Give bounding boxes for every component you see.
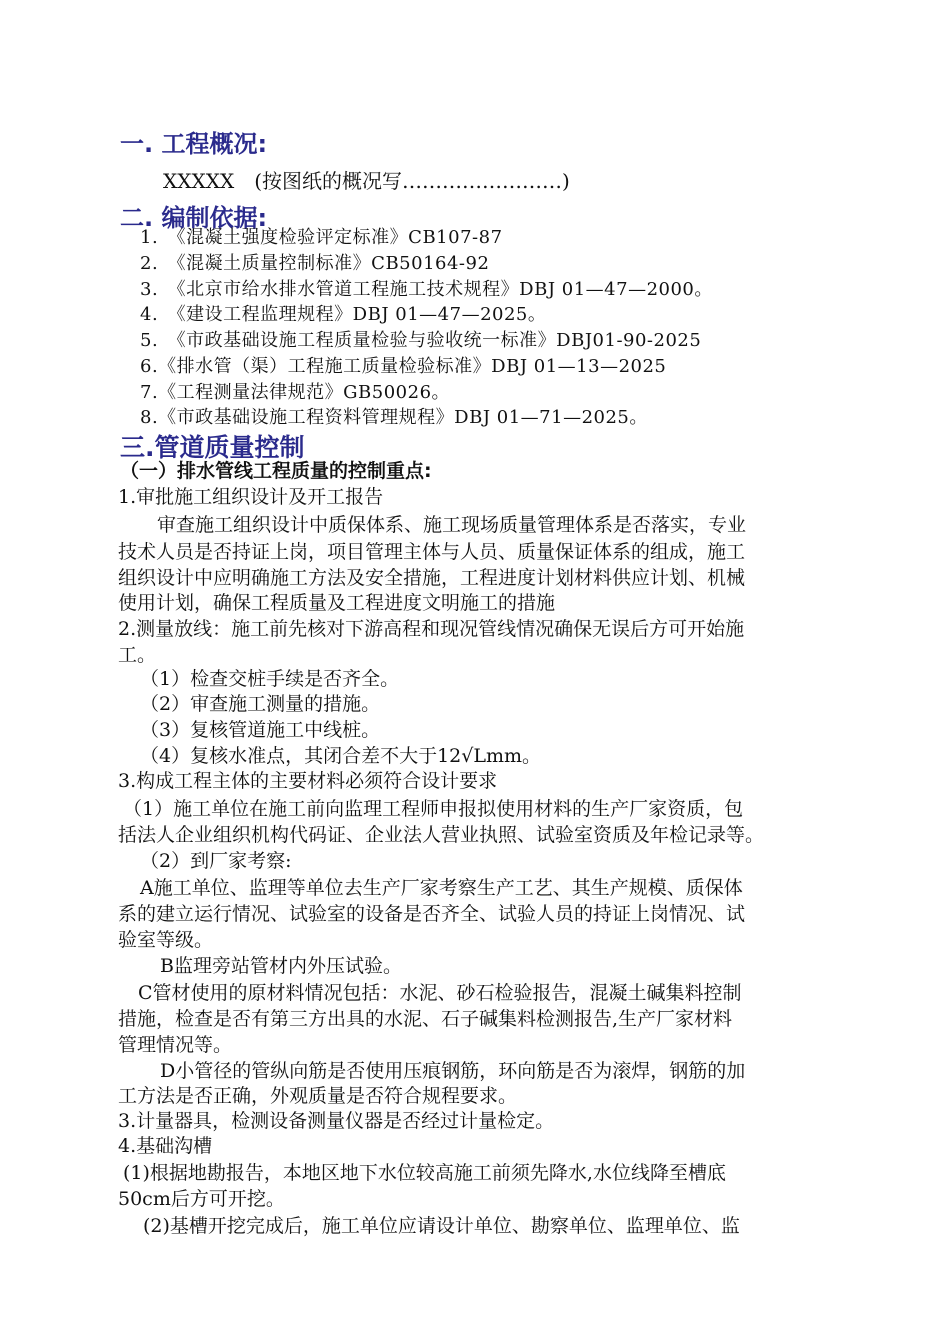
ref-item-2: 2. 《混凝土质量控制标准》CB50164-92 [140, 253, 490, 274]
section-3-subtitle: （一）排水管线工程质量的控制重点: [120, 460, 432, 482]
body-line: 审查施工组织设计中质保体系、施工现场质量管理体系是否落实，专业 [138, 514, 747, 536]
ref-item-1: 1. 《混凝土强度检验评定标准》CB107-87 [140, 227, 503, 248]
body-line: 工。 [118, 644, 157, 666]
body-line: 括法人企业组织机构代码证、企业法人营业执照、试验室资质及年检记录等。 [118, 824, 765, 846]
body-line: 3.计量器具，检测设备测量仪器是否经过计量检定。 [118, 1110, 555, 1132]
ref-item-5: 5. 《市政基础设施工程质量检验与验收统一标准》DBJ01-90-2025 [140, 330, 702, 351]
body-line: B监理旁站管材内外压试验。 [160, 955, 402, 977]
section-1-title: 一. 工程概况: [120, 130, 268, 158]
body-line: 使用计划，确保工程质量及工程进度文明施工的措施 [118, 592, 556, 614]
body-line: 4.基础沟槽 [118, 1135, 213, 1157]
body-line: 措施，检查是否有第三方出具的水泥、石子碱集料检测报告,生产厂家材料 [118, 1008, 733, 1030]
body-line: 管理情况等。 [118, 1034, 233, 1056]
body-line: （2）到厂家考察: [140, 850, 292, 872]
section-2-title: 二. 编制依据: [120, 204, 268, 232]
body-line: 50cm后方可开挖。 [118, 1188, 285, 1210]
ref-item-4: 4. 《建设工程监理规程》DBJ 01—47—2025。 [140, 304, 547, 325]
body-line: 3.构成工程主体的主要材料必须符合设计要求 [118, 770, 498, 792]
ref-item-6: 6.《排水管（渠）工程施工质量检验标准》DBJ 01—13—2025 [140, 356, 667, 377]
ref-item-7: 7.《工程测量法律规范》GB50026。 [140, 382, 451, 403]
body-line: （2）审查施工测量的措施。 [140, 693, 381, 715]
body-line: （4）复核水准点，其闭合差不大于12√Lmm。 [140, 745, 542, 767]
body-line: (2)基槽开挖完成后，施工单位应请设计单位、勘察单位、监理单位、监 [143, 1215, 740, 1237]
body-line: （1）施工单位在施工前向监理工程师申报拟使用材料的生产厂家资质，包 [123, 798, 744, 820]
ref-item-3: 3. 《北京市给水排水管道工程施工技术规程》DBJ 01—47—2000。 [140, 279, 713, 300]
section-3-title: 三.管道质量控制 [120, 433, 305, 462]
ref-item-8: 8.《市政基础设施工程资料管理规程》DBJ 01—71—2025。 [140, 407, 648, 428]
body-line: （3）复核管道施工中线桩。 [140, 719, 381, 741]
body-line: (1)根据地勘报告，本地区地下水位较高施工前须先降水,水位线降至槽底 [123, 1162, 726, 1184]
body-line: D小管径的管纵向筋是否使用压痕钢筋，环向筋是否为滚焊，钢筋的加 [160, 1060, 746, 1082]
body-line: （1）检查交桩手续是否齐全。 [140, 668, 400, 690]
body-line: A施工单位、监理等单位去生产厂家考察生产工艺、其生产规模、质保体 [140, 877, 743, 899]
body-line: C管材使用的原材料情况包括：水泥、砂石检验报告，混凝土碱集料控制 [138, 982, 742, 1004]
body-line: 工方法是否正确，外观质量是否符合规程要求。 [118, 1085, 518, 1107]
body-line: 1.审批施工组织设计及开工报告 [118, 486, 384, 508]
section-1-text: XXXXX (按图纸的概况写……………………) [163, 169, 570, 193]
body-line: 技术人员是否持证上岗，项目管理主体与人员、质量保证体系的组成，施工 [118, 541, 746, 563]
body-line: 系的建立运行情况、试验室的设备是否齐全、试验人员的持证上岗情况、试 [118, 903, 746, 925]
body-line: 组织设计中应明确施工方法及安全措施，工程进度计划材料供应计划、机械 [118, 567, 746, 589]
body-line: 验室等级。 [118, 929, 214, 951]
body-line: 2.测量放线：施工前先核对下游高程和现况管线情况确保无误后方可开始施 [118, 618, 745, 640]
